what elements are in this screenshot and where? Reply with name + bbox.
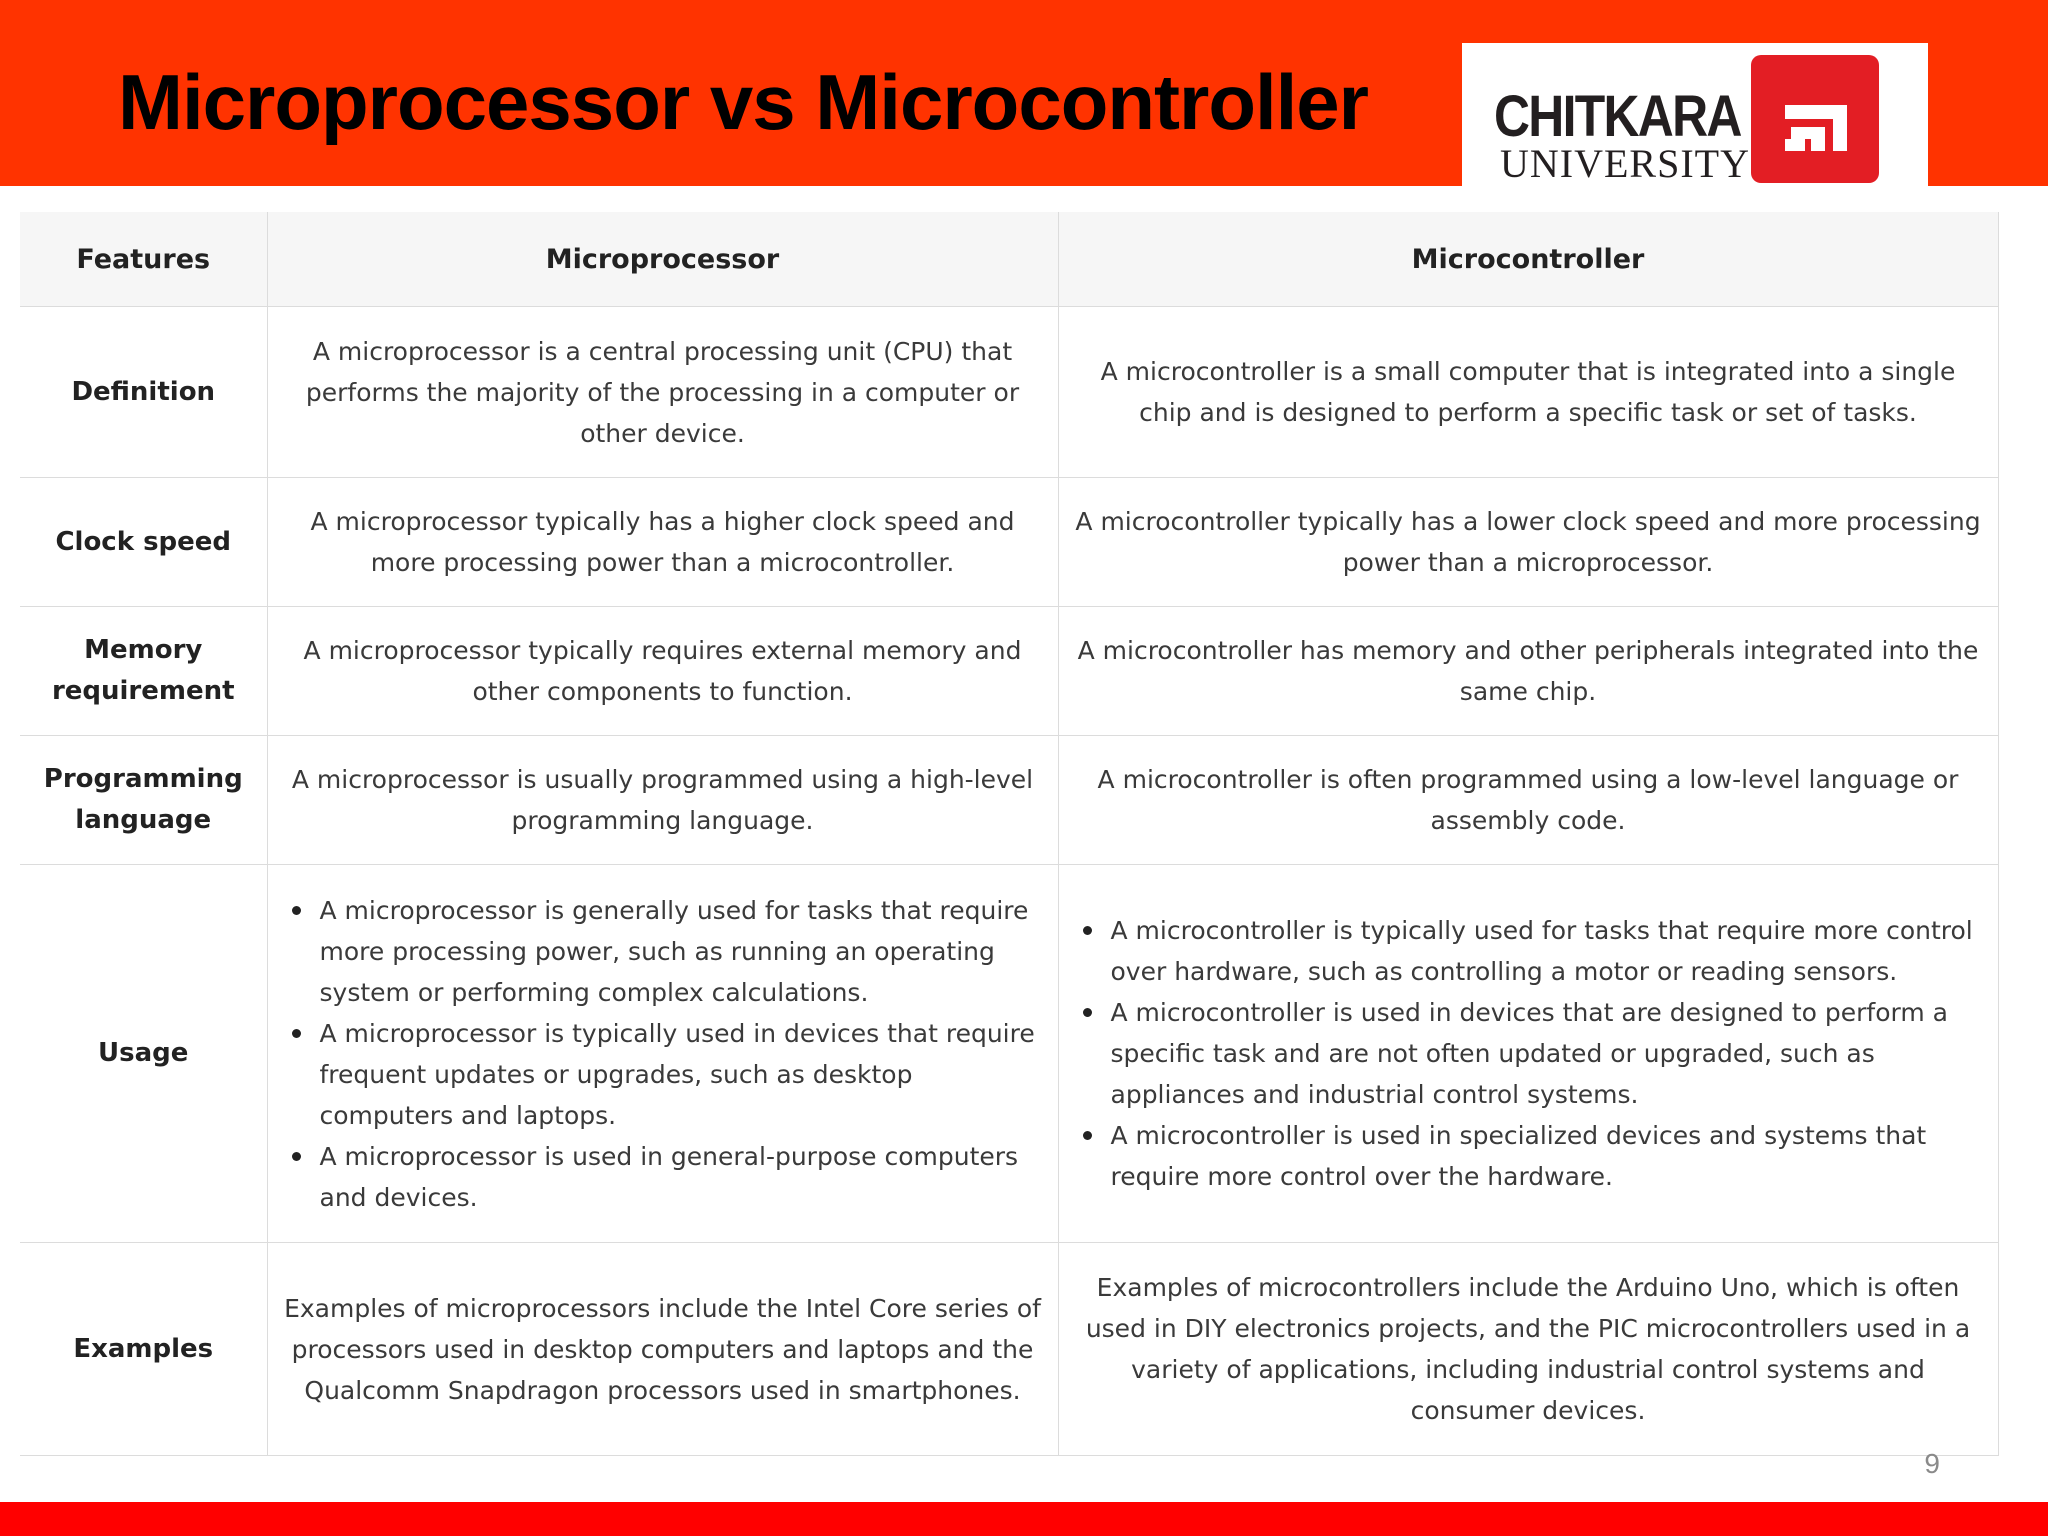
microcontroller-cell: A microcontroller is a small computer that is integrated into a single chip and is designed to perform a specific task or set of tasks. [1058, 307, 1998, 478]
microprocessor-cell: A microprocessor is usually programmed using a high-level programming language. [267, 736, 1058, 865]
microprocessor-cell: Examples of microprocessors include the Intel Core series of processors used in desktop computers and laptops and the Qualcomm Snapdragon processors used in smartphones. [267, 1243, 1058, 1456]
microprocessor-cell: A microprocessor is a central processing unit (CPU) that performs the majority of the processing in a computer or other device. [267, 307, 1058, 478]
chitkara-logo-mark-icon [1751, 55, 1879, 183]
table-row [20, 478, 1998, 607]
microcontroller-cell [1058, 865, 1998, 1243]
header-features: Features [20, 212, 267, 307]
table-row [20, 307, 1998, 478]
logo-subtitle: UNIVERSITY [1500, 141, 1750, 186]
list-item: A microcontroller is used in specialized devices and systems that require more control over the hardware. [1081, 1115, 1984, 1197]
microprocessor-cell: A microprocessor typically requires external memory and other components to function. [267, 607, 1058, 736]
table-row [20, 865, 1998, 1243]
row-feature-label: Memory requirement [20, 607, 267, 736]
microcontroller-cell: Examples of microcontrollers include the Arduino Uno, which is often used in DIY electronics projects, and the PIC microcontrollers used in a variety of applications, including industrial control systems and consumer devices. [1058, 1243, 1998, 1456]
microprocessor-cell [267, 865, 1058, 1243]
header-microcontroller: Microcontroller [1058, 212, 1998, 307]
comparison-table-container [20, 212, 1998, 1456]
list-item: A microprocessor is generally used for tasks that require more processing power, such as running an operating system or performing complex calculations. [290, 890, 1044, 1013]
microcontroller-cell: A microcontroller is often programmed using a low-level language or assembly code. [1058, 736, 1998, 865]
microprocessor-usage-list [282, 890, 1044, 1218]
university-logo [1462, 43, 1928, 186]
row-feature-label: Definition [20, 307, 267, 478]
page-number: 9 [1924, 1448, 1940, 1479]
row-feature-label: Examples [20, 1243, 267, 1456]
list-item: A microcontroller is typically used for tasks that require more control over hardware, such as controlling a motor or reading sensors. [1081, 910, 1984, 992]
table-row [20, 1243, 1998, 1456]
microcontroller-cell: A microcontroller typically has a lower clock speed and more processing power than a microprocessor. [1058, 478, 1998, 607]
table-header-row [20, 212, 1998, 307]
list-item: A microprocessor is typically used in devices that require frequent updates or upgrades, such as desktop computers and laptops. [290, 1013, 1044, 1136]
table-row [20, 607, 1998, 736]
list-item: A microcontroller is used in devices that are designed to perform a specific task and are not often updated or upgraded, such as appliances and industrial control systems. [1081, 992, 1984, 1115]
header-microprocessor: Microprocessor [267, 212, 1058, 307]
row-feature-label: Programming language [20, 736, 267, 865]
footer-bar [0, 1502, 2048, 1536]
slide-title: Microprocessor vs Microcontroller [118, 58, 1369, 146]
microcontroller-usage-list [1073, 910, 1984, 1197]
logo-wordmark: CHITKARA [1494, 84, 1741, 149]
microcontroller-cell: A microcontroller has memory and other peripherals integrated into the same chip. [1058, 607, 1998, 736]
comparison-table [20, 212, 1999, 1456]
list-item: A microprocessor is used in general-purpose computers and devices. [290, 1136, 1044, 1218]
row-feature-label: Usage [20, 865, 267, 1243]
row-feature-label: Clock speed [20, 478, 267, 607]
table-row [20, 736, 1998, 865]
microprocessor-cell: A microprocessor typically has a higher clock speed and more processing power than a microcontroller. [267, 478, 1058, 607]
